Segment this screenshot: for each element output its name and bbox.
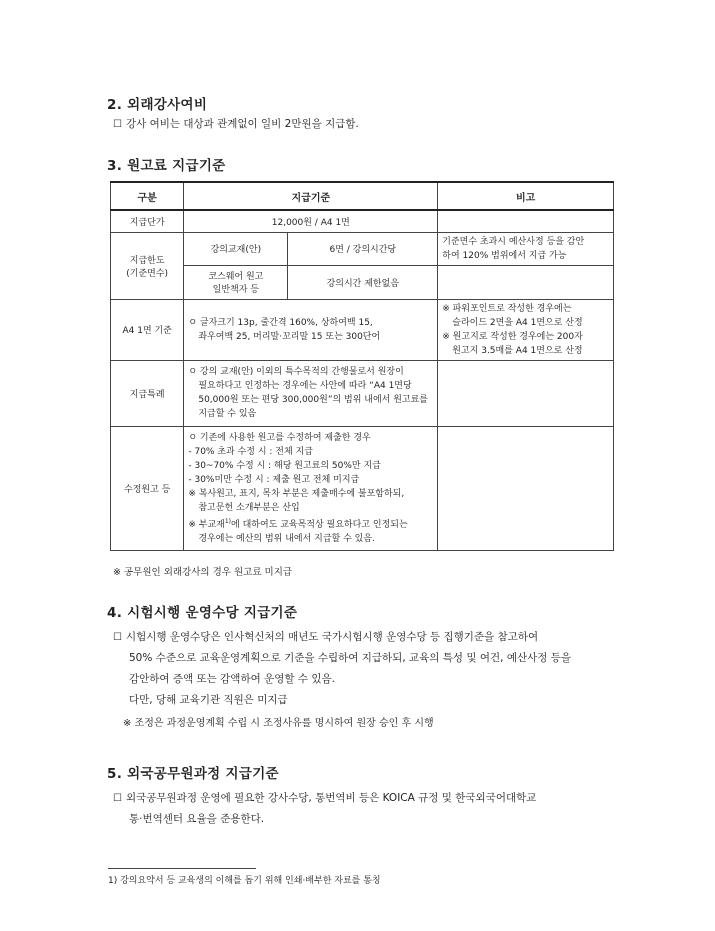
- remark-line: 하여 120% 범위에서 지급 가능: [442, 250, 567, 261]
- checkbox-icon: ☐: [113, 632, 122, 643]
- section-2-text: 강사 여비는 대상과 관계없이 일비 2만원을 지급함.: [125, 118, 359, 130]
- content-line: ㅇ 글자크기 13p, 줄간격 160%, 상하여백 15,: [188, 317, 373, 328]
- content-text: ※ 부교재: [188, 519, 225, 530]
- content-line: - 30~70% 수정 시 : 해당 원고료의 50%만 지급: [188, 460, 381, 471]
- content-line: 경우에는 예산의 범위 내에서 지급할 수 있음.: [198, 533, 375, 544]
- section-5-text: 외국공무원과정 운영에 필요한 강사수당, 통번역비 등은 KOICA 규정 및 한국외국어대학교: [125, 792, 537, 804]
- content-line: 참고문헌 소개부분은 산입: [198, 502, 300, 513]
- label-line: (기준면수): [126, 268, 169, 279]
- section-4-line: 감안하여 증액 또는 감액하여 운영할 수 있음.: [129, 673, 335, 685]
- row-remark: [438, 426, 614, 550]
- section-4-note: ※ 조정은 과정운영계획 수립 시 조정사유를 명시하여 원장 승인 후 시행: [123, 718, 434, 729]
- row-label: A4 1면 기준: [111, 299, 184, 360]
- section-4-line: 50% 수준으로 교육운영계획으로 기준을 수립하여 지급하되, 교육의 특성 및 여건, 예산사정 등을: [129, 652, 572, 664]
- content-line: ※ 복사원고, 표지, 목차 부분은 제출매수에 불포함하되,: [188, 488, 405, 499]
- section-4-line: 다만, 당해 교육기관 직원은 미지급: [129, 694, 288, 706]
- section-5-line: [113, 788, 536, 809]
- footnote-divider: [108, 868, 256, 869]
- footnote: 1) 강의요약서 등 교육생의 이해를 돕기 위해 인쇄·배부한 자료를 통칭: [108, 876, 381, 886]
- table-row: [111, 299, 614, 360]
- table-row: [111, 265, 614, 299]
- table-row: [111, 426, 614, 550]
- sub-category: [184, 265, 288, 299]
- row-value: 12,000원 / A4 1면: [184, 210, 438, 232]
- section-5-line: 통·번역센터 요율을 준용한다.: [129, 813, 265, 825]
- content-line: [188, 515, 433, 532]
- checkbox-icon: ☐: [113, 119, 122, 130]
- row-remark: [438, 210, 614, 232]
- sub-value: 6면 / 강의시간당: [288, 232, 438, 265]
- section-5-title: 5. 외국공무원과정 지급기준: [107, 766, 279, 782]
- content-line: - 70% 초과 수정 시 : 전체 지급: [188, 446, 313, 457]
- section-4-line: [113, 627, 571, 648]
- content-line: - 30%미만 수정 시 : 제출 원고 전체 미지급: [188, 474, 360, 485]
- row-remark: [438, 299, 614, 360]
- row-remark: [438, 265, 614, 299]
- row-remark: [438, 360, 614, 426]
- label-line: 지급한도: [129, 255, 165, 266]
- content-text: 에 대하여도 교육목적상 필요하다고 인정되는: [231, 519, 408, 530]
- section-4-body: [113, 627, 571, 711]
- row-content: [184, 360, 438, 426]
- remark-line: ※ 원고지로 작성한 경우에는 200자: [442, 331, 583, 342]
- section-2-body: [113, 117, 359, 132]
- content-line: 필요하다고 인정하는 경우에는 사안에 따라 “A4 1면당: [198, 381, 412, 391]
- sub-category-line: 코스웨어 원고: [208, 272, 264, 282]
- section-3-title: 3. 원고료 지급기준: [107, 158, 226, 174]
- content-line: 지급할 수 있음: [198, 409, 257, 419]
- sub-category-line: 일반책자 등: [212, 285, 260, 295]
- row-remark: [438, 232, 614, 265]
- row-content: [184, 426, 438, 550]
- header-category: 구분: [111, 182, 184, 210]
- header-remarks: 비고: [438, 182, 614, 210]
- row-content: [184, 299, 438, 360]
- sub-value: 강의시간 제한없음: [288, 265, 438, 299]
- remark-line: 슬라이드 2면을 A4 1면으로 산정: [452, 317, 583, 328]
- content-line: 좌우여백 25, 머리말·꼬리말 15 또는 300단어: [198, 331, 381, 342]
- manuscript-fee-table: [110, 181, 614, 551]
- row-label: 수정원고 등: [111, 426, 184, 550]
- table-row: [111, 232, 614, 265]
- header-criteria: 지급기준: [184, 182, 438, 210]
- section-4-title: 4. 시험시행 운영수당 지급기준: [107, 605, 298, 621]
- section-5-body: [113, 788, 536, 830]
- row-label: 지급단가: [111, 210, 184, 232]
- checkbox-icon: ☐: [113, 793, 122, 804]
- content-line: 50,000원 또는 편당 300,000원”의 범위 내에서 원고료를: [198, 395, 429, 405]
- table-note: ※ 공무원인 외래강사의 경우 원고료 미지급: [113, 567, 293, 578]
- row-label: 지급특례: [111, 360, 184, 426]
- section-4-text: 시험시행 운영수당은 인사혁신처의 매년도 국가시험시행 운영수당 등 집행기준을 참고하여: [125, 631, 539, 643]
- footnote-ref: 1): [224, 517, 232, 525]
- table-row: [111, 360, 614, 426]
- content-line: ㅇ 기존에 사용한 원고를 수정하여 제출한 경우: [188, 432, 371, 443]
- section-2-title: 2. 외래강사여비: [107, 97, 208, 113]
- remark-line: 원고지 3.5매를 A4 1면으로 산정: [452, 345, 583, 356]
- remark-line: ※ 파워포인트로 작성한 경우에는: [442, 303, 572, 314]
- content-line: ㅇ 강의 교재(안) 이외의 특수목적의 간행물로서 원장이: [188, 367, 404, 377]
- row-label: [111, 232, 184, 299]
- remark-line: 기준면수 초과시 예산사정 등을 감안: [442, 236, 585, 247]
- sub-category: 강의교재(안): [184, 232, 288, 265]
- table-row: [111, 210, 614, 232]
- table-header-row: [111, 182, 614, 210]
